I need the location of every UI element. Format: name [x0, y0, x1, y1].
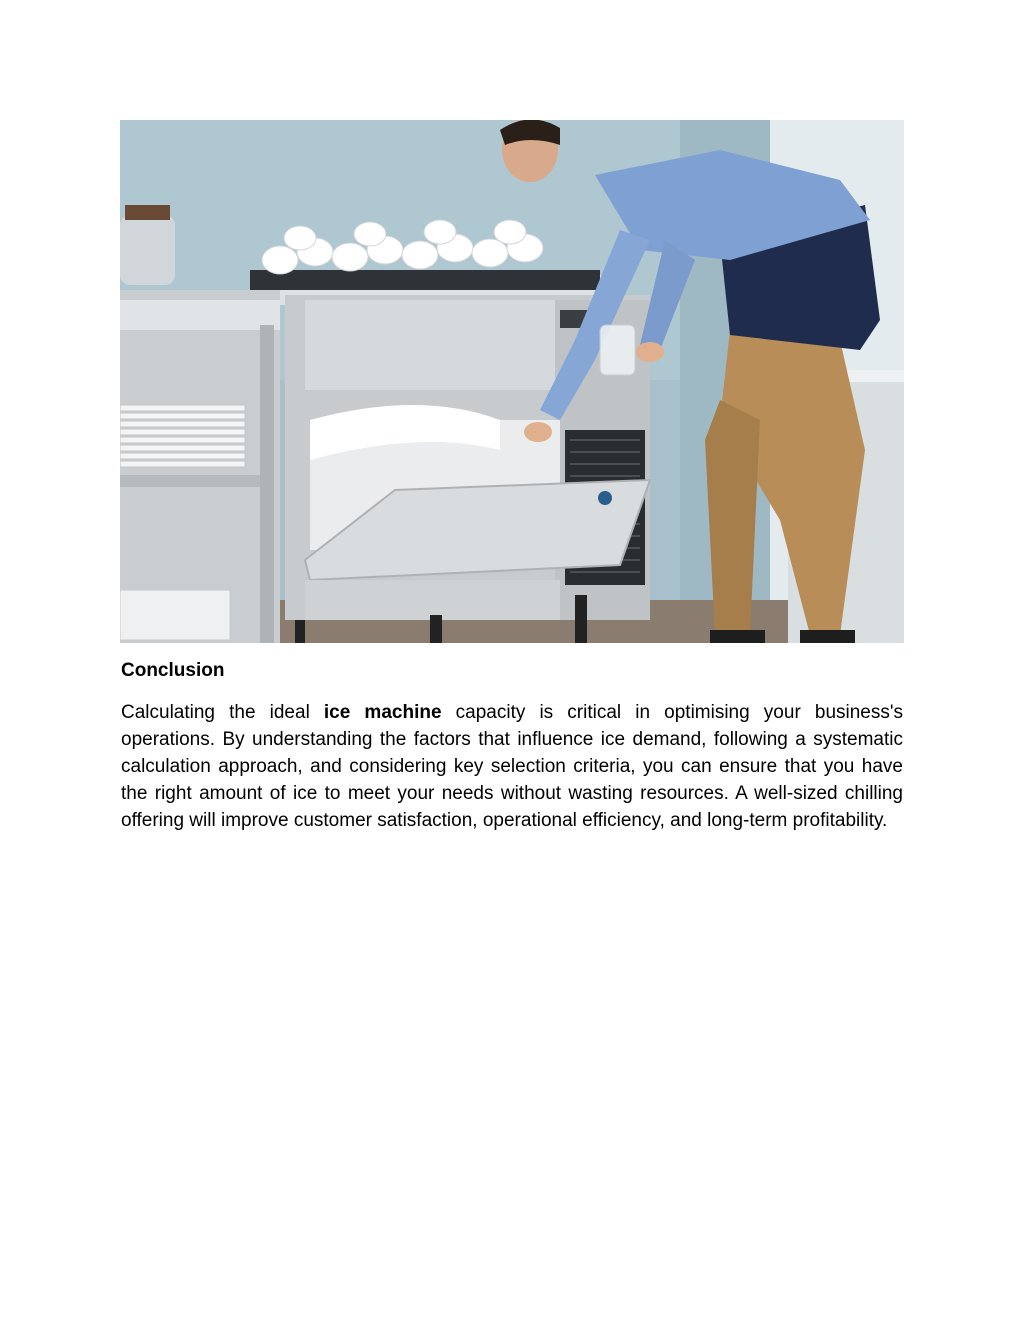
ice-machine-term: ice machine	[323, 702, 442, 723]
ice-machine-photo	[120, 120, 904, 643]
photo-illustration	[120, 120, 904, 643]
paragraph-text-start: Calculating the ideal	[121, 702, 324, 723]
paragraph-text-rest: capacity is critical in optimising your business's operations. By understanding the factors that influence ice demand, following a systematic calculation approach, and considering key selection criteria, you can ensure that you have the right amount of ice to meet your needs without wasting resources. A well-sized chilling offering will improve customer satisfaction, operational efficiency, and long-term profitability.	[121, 702, 904, 831]
section-heading: Conclusion	[121, 660, 225, 681]
conclusion-paragraph	[121, 699, 903, 834]
